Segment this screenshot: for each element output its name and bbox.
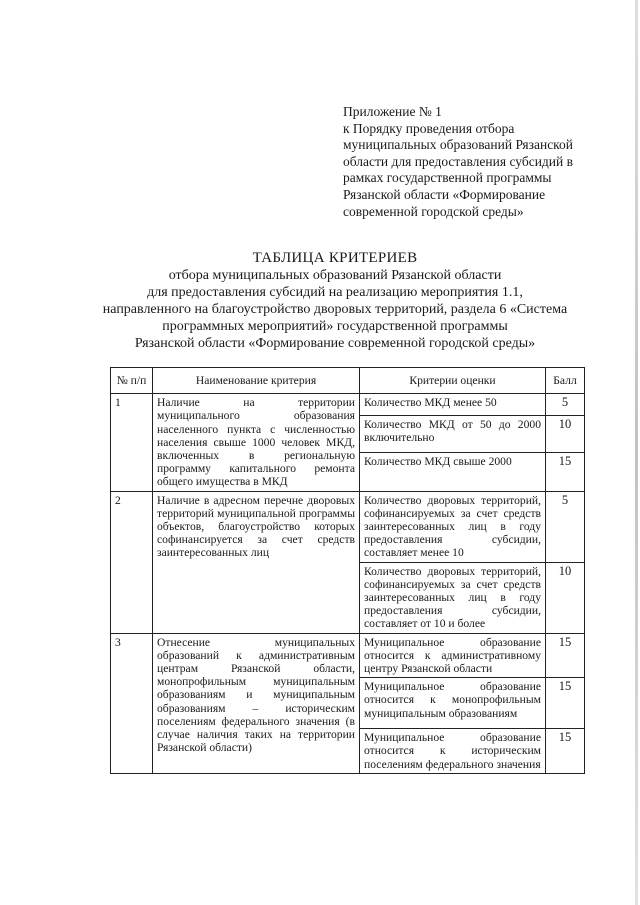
document-title: ТАБЛИЦА КРИТЕРИЕВ: [252, 250, 418, 266]
appendix-line: области для предоставления субсидий в: [343, 153, 573, 169]
appendix-line: к Порядку проведения отбора: [343, 120, 515, 136]
row-number: 1: [111, 394, 153, 491]
document-heading: [100, 250, 570, 352]
score-value: 15: [546, 678, 585, 729]
evaluation-text: Количество МКД свыше 2000: [360, 452, 546, 491]
appendix-line: муниципальных образований Рязанской: [343, 137, 574, 153]
heading-line: направленного на благоустройство дворовых территорий, раздела 6 «Система: [102, 302, 568, 317]
appendix-line: рамках государственной программы: [343, 170, 552, 186]
heading-line: отбора муниципальных образований Рязанской области: [168, 268, 502, 283]
score-value: 15: [546, 633, 585, 678]
appendix-line: Приложение № 1: [343, 104, 442, 119]
criteria-table: [110, 367, 585, 774]
table-header-row: [111, 368, 585, 394]
evaluation-text: Количество МКД от 50 до 2000 включительно: [360, 415, 546, 452]
appendix-note: [343, 104, 613, 220]
evaluation-text: Муниципальное образование относится к монопрофильным муниципальным образованиям: [360, 678, 546, 729]
heading-line: Рязанской области «Формирование современной городской среды»: [134, 336, 536, 351]
heading-line: для предоставления субсидий на реализацию мероприятия 1.1,: [147, 285, 523, 300]
score-value: 10: [546, 562, 585, 633]
header-criterion-name: Наименование критерия: [153, 368, 360, 394]
score-value: 5: [546, 491, 585, 562]
appendix-line: Рязанской области «Формирование: [343, 186, 546, 202]
table-row: [111, 491, 585, 562]
criterion-name: Наличие на территории муниципального образования населенного пункта с численностью населения свыше 1000 человек МКД, включенных в региональную программу капитального ремонта общего имущества в МКД: [153, 394, 360, 491]
table-row: [111, 633, 585, 678]
score-value: 15: [546, 729, 585, 774]
criterion-name: Наличие в адресном перечне дворовых территорий муниципальной программы объектов, благоустройство которых софинансируется за счет средств заинтересованных лиц: [153, 491, 360, 633]
score-value: 10: [546, 415, 585, 452]
appendix-line: современной городской среды»: [343, 203, 524, 219]
evaluation-text: Количество МКД менее 50: [360, 394, 546, 415]
scan-edge: [635, 0, 638, 905]
criterion-name: Отнесение муниципальных образований к административным центрам Рязанской области, монопрофильным муниципальным образованиям и муниципальным образованиям – историческим поселениям федерального значения (в случае наличия таких на территории Рязанской области): [153, 633, 360, 773]
header-evaluation: Критерии оценки: [360, 368, 546, 394]
header-score: Балл: [546, 368, 585, 394]
evaluation-text: Муниципальное образование относится к историческим поселениям федерального значения: [360, 729, 546, 774]
evaluation-text: Количество дворовых территорий, софинансируемых за счет средств заинтересованных лиц в году предоставления субсидии, составляет от 10 и более: [360, 562, 546, 633]
score-value: 5: [546, 394, 585, 415]
score-value: 15: [546, 452, 585, 491]
evaluation-text: Муниципальное образование относится к административному центру Рязанской области: [360, 633, 546, 678]
heading-line: программных мероприятий» государственной программы: [162, 319, 508, 334]
header-number: № п/п: [111, 368, 153, 394]
table-row: [111, 394, 585, 415]
evaluation-text: Количество дворовых территорий, софинансируемых за счет средств заинтересованных лиц в году предоставления субсидии, составляет менее 10: [360, 491, 546, 562]
row-number: 2: [111, 491, 153, 633]
row-number: 3: [111, 633, 153, 773]
